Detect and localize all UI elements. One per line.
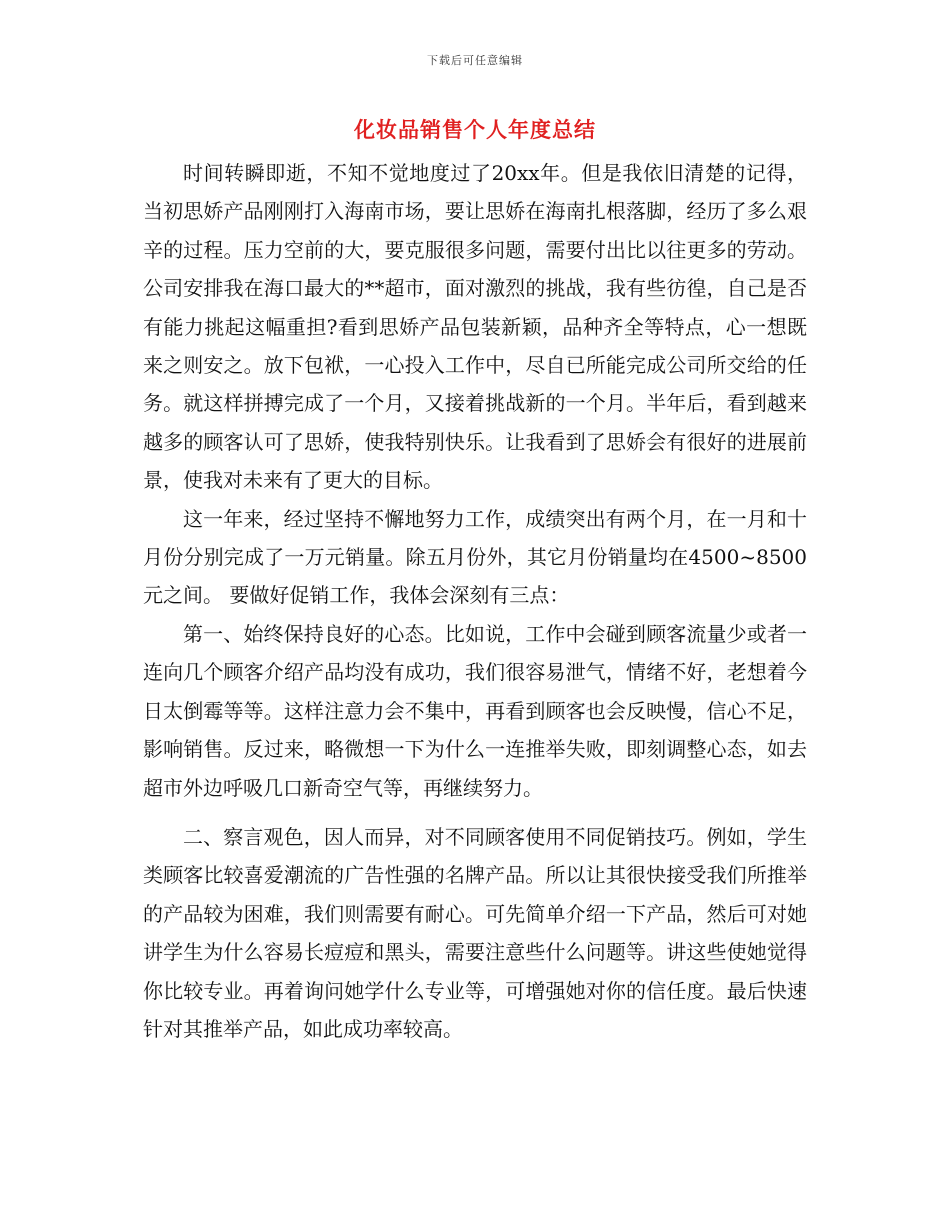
paragraph: 这一年来，经过坚持不懈地努力工作，成绩突出有两个月，在一月和十月份分别完成了一万元销量。除五月份外，其它月份销量均在4500~8500元之间。 要做好促销工作，我体会深刻有三点： — [143, 506, 807, 608]
paragraph: 二、察言观色，因人而异，对不同顾客使用不同促销技巧。例如，学生类顾客比较喜爱潮流的广告性强的名牌产品。所以让其很快接受我们所推举的产品较为困难，我们则需要有耐心。可先简单介绍一下产品，然后可对她讲学生为什么容易长痘痘和黑头，需要注意些什么问题等。讲这些使她觉得你比较专业。再着询问她学什么专业等，可增强她对你的信任度。最后快速针对其推举产品，如此成功率较高。 — [143, 824, 807, 1041]
document-body — [143, 154, 807, 1048]
paragraph: 时间转瞬即逝，不知不觉地度过了20xx年。但是我依旧清楚的记得，当初思娇产品刚刚打入海南市场，要让思娇在海南扎根落脚，经历了多么艰辛的过程。压力空前的大，要克服很多问题，需要付出比以往更多的劳动。公司安排我在海口最大的**超市，面对激烈的挑战，我有些彷徨，自己是否有能力挑起这幅重担?看到思娇产品包装新颖，品种齐全等特点，心一想既来之则安之。放下包袱，一心投入工作中，尽自已所能完成公司所交给的任务。就这样拼搏完成了一个月，又接着挑战新的一个月。半年后，看到越来越多的顾客认可了思娇，使我特别快乐。让我看到了思娇会有很好的进展前景，使我对未来有了更大的目标。 — [143, 161, 807, 493]
paragraph: 第一、始终保持良好的心态。比如说，工作中会碰到顾客流量少或者一连向几个顾客介绍产品均没有成功，我们很容易泄气，情绪不好，老想着今日太倒霉等等。这样注意力会不集中，再看到顾客也会反映慢，信心不足，影响销售。反过来，略微想一下为什么一连推举失败，即刻调整心态，如去超市外边呼吸几口新奇空气等，再继续努力。 — [143, 621, 807, 800]
header-note: 下载后可任意编辑 — [427, 54, 523, 67]
document-title: 化妆品销售个人年度总结 — [354, 118, 596, 142]
